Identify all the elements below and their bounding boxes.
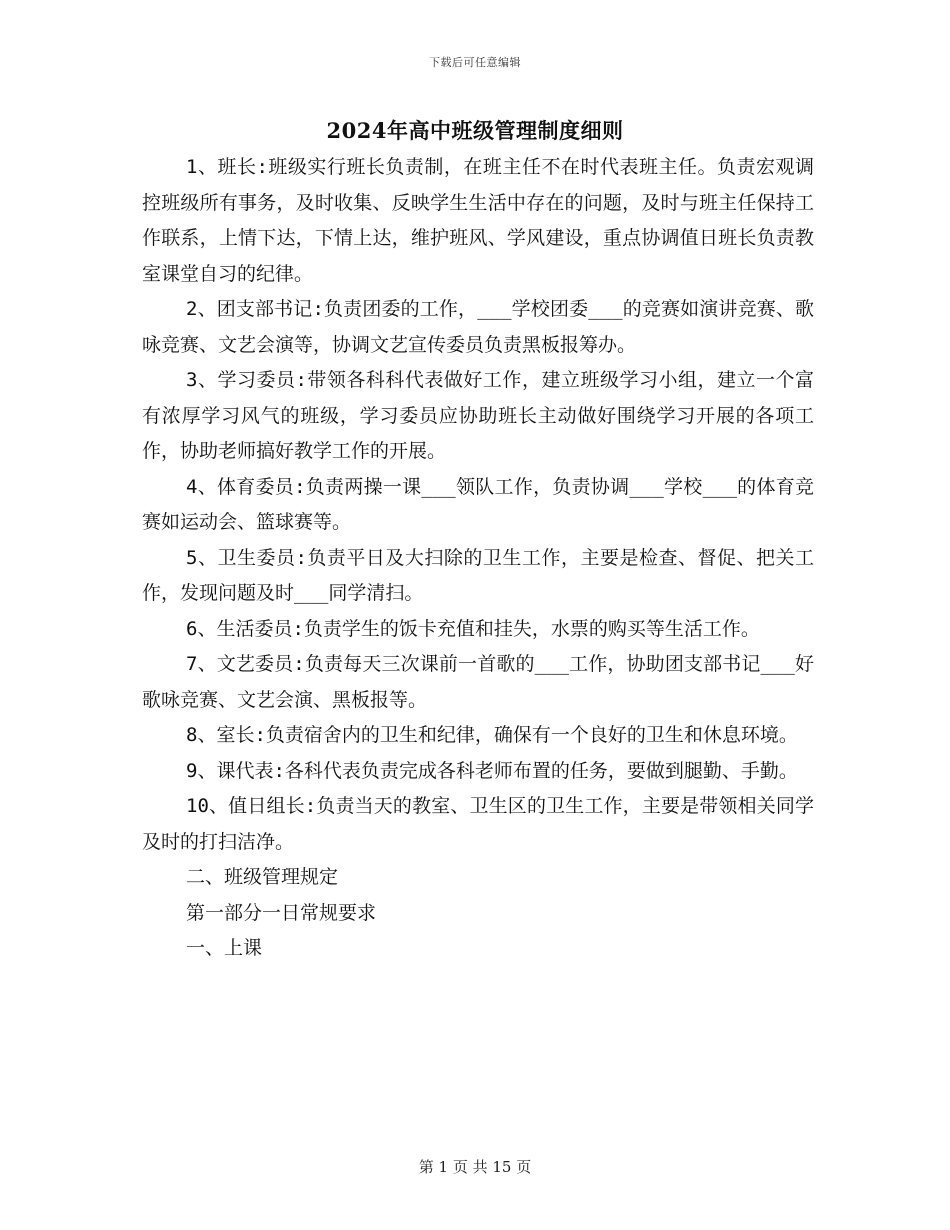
paragraph-hygiene-committee: 5、卫生委员:负责平日及大扫除的卫生工作，主要是检查、督促、把关工作，发现问题及时___同学清扫。 [142, 546, 814, 604]
page-number-footer: 第 1 页 共 15 页 [418, 1158, 532, 1176]
paragraph-sports-committee: 4、体育委员:负责两操一课___领队工作，负责协调___学校___的体育竞赛如运动会、篮球赛等。 [142, 475, 814, 533]
paragraph-subject-representative: 9、课代表:各科代表负责完成各科老师布置的任务，要做到腿勤、手勤。 [186, 759, 798, 782]
subsection-heading-daily-routine: 第一部分一日常规要求 [186, 901, 377, 924]
section-heading-class-rules: 二、班级管理规定 [186, 866, 339, 888]
paragraph-arts-committee: 7、文艺委员:负责每天三次课前一首歌的___工作，协助团支部书记___好歌咏竞赛、文艺会演、黑板报等。 [142, 653, 814, 711]
paragraph-study-committee: 3、学习委员:带领各科科代表做好工作，建立班级学习小组，建立一个富有浓厚学习风气的班级，学习委员应协助班长主动做好围绕学习开展的各项工作，协助老师搞好教学工作的开展。 [142, 369, 814, 462]
paragraph-dorm-leader: 8、室长:负责宿舍内的卫生和纪律，确保有一个良好的卫生和休息环境。 [186, 724, 798, 746]
document-body [142, 150, 814, 967]
paragraph-league-secretary: 2、团支部书记:负责团委的工作，___学校团委___的竞赛如演讲竞赛、歌咏竞赛、文艺会演等，协调文艺宣传委员负责黑板报筹办。 [142, 298, 814, 356]
paragraph-monitor: 1、班长:班级实行班长负责制，在班主任不在时代表班主任。负责宏观调控班级所有事务，及时收集、反映学生生活中存在的问题，及时与班主任保持工作联系，上情下达，下情上达，维护班风、学风建设，重点协调值日班长负责教室课堂自习的纪律。 [142, 156, 814, 285]
header-note: 下载后可任意编辑 [429, 56, 521, 69]
paragraph-duty-leader: 10、值日组长:负责当天的教室、卫生区的卫生工作，主要是带领相关同学及时的打扫洁净。 [142, 795, 814, 853]
document-title: 2024年高中班级管理制度细则 [326, 118, 624, 143]
paragraph-life-committee: 6、生活委员:负责学生的饭卡充值和挂失，水票的购买等生活工作。 [186, 617, 760, 640]
subsection-heading-class-attendance: 一、上课 [186, 937, 263, 959]
